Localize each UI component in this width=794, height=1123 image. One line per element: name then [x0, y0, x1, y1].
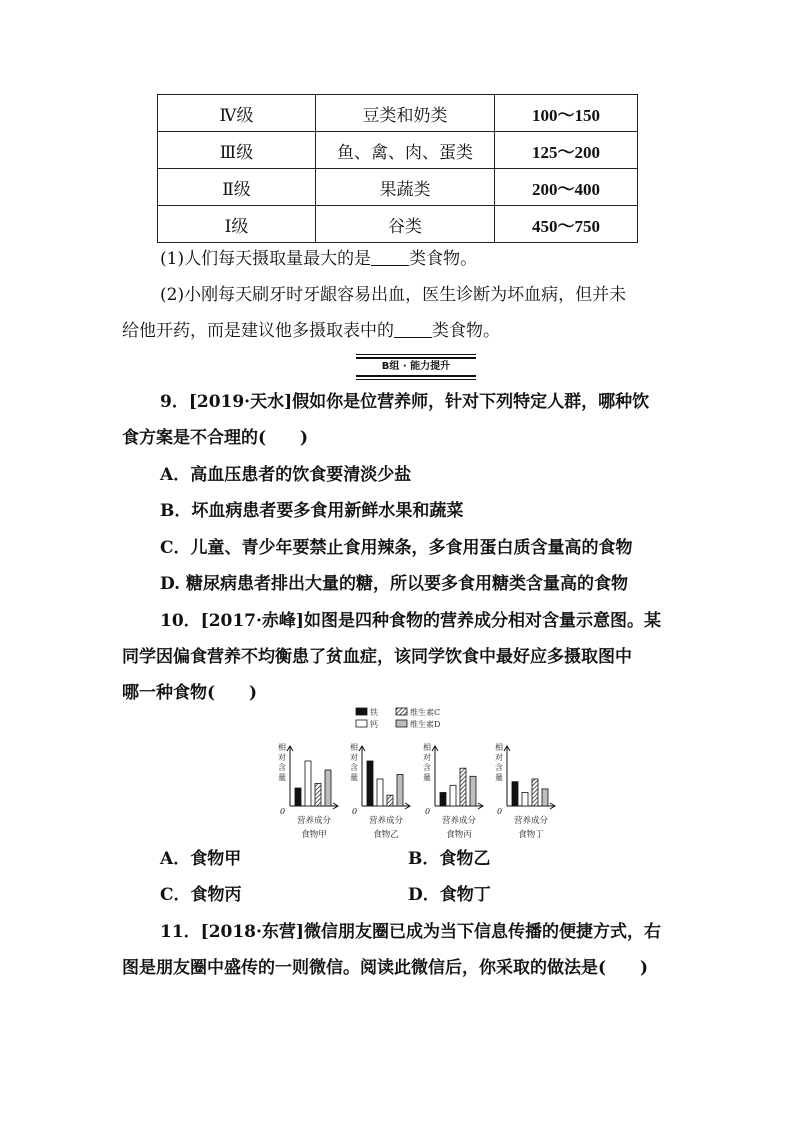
nutrient-chart-svg	[268, 706, 558, 846]
origin-label: 0	[425, 807, 431, 816]
bar-维生素C	[387, 795, 393, 806]
legend-swatch	[396, 708, 407, 715]
q10-line3: 哪一种食物( )	[122, 683, 258, 703]
y-axis-label: 含	[495, 763, 503, 772]
q9-option-b: B．坏血病患者要多食用新鲜水果和蔬菜	[160, 501, 464, 521]
y-axis-label: 对	[278, 753, 286, 762]
q10-line2: 同学因偏食营养不均衡患了贫血症，该同学饮食中最好应多摄取图中	[122, 647, 632, 667]
food-table	[157, 94, 638, 243]
q9-option-d: D. 糖尿病患者排出大量的糖，所以要多食用糖类含量高的食物	[160, 574, 628, 594]
legend-swatch	[396, 720, 407, 727]
level-cell: Ⅳ级	[158, 95, 316, 132]
q10-option-b: B．食物乙	[408, 849, 491, 869]
legend-swatch	[356, 720, 367, 727]
q8-sub1-tail: 类食物。	[409, 249, 478, 269]
x-axis-label: 营养成分	[513, 816, 549, 826]
legend-swatch	[356, 708, 367, 715]
bar-维生素D	[542, 789, 548, 806]
legend-label: 维生素D	[410, 720, 441, 729]
y-axis-label: 含	[278, 763, 286, 772]
bar-维生素C	[460, 768, 466, 806]
food-cell: 果蔬类	[316, 169, 495, 206]
origin-label: 0	[352, 807, 358, 816]
y-axis-label: 对	[495, 753, 503, 762]
x-axis-label: 营养成分	[441, 816, 477, 826]
legend-label: 钙	[370, 720, 378, 729]
q11-line1: 11．[2018·东营]微信朋友圈已成为当下信息传播的便捷方式，右	[160, 922, 661, 942]
amount-cell: 125～200	[495, 132, 638, 169]
q10-option-d: D．食物丁	[408, 885, 491, 905]
food-cell: 鱼、禽、肉、蛋类	[316, 132, 495, 169]
bar-维生素C	[532, 779, 538, 806]
bar-铁	[367, 761, 373, 806]
food-cell: 豆类和奶类	[316, 95, 495, 132]
q11-line2: 图是朋友圈中盛传的一则微信。阅读此微信后，你采取的做法是( )	[122, 958, 649, 978]
bar-钙	[305, 761, 311, 806]
origin-label: 0	[497, 807, 503, 816]
y-axis-label: 对	[350, 753, 358, 762]
y-axis-label: 量	[423, 773, 431, 782]
q10-option-c: C．食物丙	[160, 885, 242, 905]
q10-line1: 10．[2017·赤峰]如图是四种食物的营养成分相对含量示意图。某	[160, 611, 661, 631]
bar-铁	[440, 793, 446, 807]
bar-钙	[522, 793, 528, 807]
table-row	[158, 206, 638, 243]
q9-line1: 9．[2019·天水]假如你是位营养师，针对下列特定人群，哪种饮	[160, 392, 650, 412]
q8-sub1	[160, 247, 477, 271]
y-axis-label: 量	[278, 773, 286, 782]
amount-cell: 200～400	[495, 169, 638, 206]
panel-name: 食物乙	[373, 830, 399, 840]
q8-sub2-line1: (2)小刚每天刷牙时牙龈容易出血，医生诊断为坏血病，但并未	[160, 285, 627, 305]
y-axis-label: 量	[495, 773, 503, 782]
level-cell: Ⅱ级	[158, 169, 316, 206]
food-cell: 谷类	[316, 206, 495, 243]
x-axis-label: 营养成分	[368, 816, 404, 826]
panel-name: 食物甲	[301, 830, 327, 840]
y-axis-label: 相	[423, 743, 431, 752]
table-row	[158, 169, 638, 206]
y-axis-label: 相	[350, 743, 358, 752]
q10-option-a: A．食物甲	[160, 849, 242, 869]
table-row	[158, 132, 638, 169]
y-axis-label: 对	[423, 753, 431, 762]
answer-blank	[371, 249, 409, 266]
q8-sub2-line2	[122, 319, 500, 343]
bar-维生素C	[315, 784, 321, 807]
section-banner: B组 · 能力提升	[356, 357, 476, 377]
origin-label: 0	[280, 807, 286, 816]
legend-label: 铁	[370, 708, 378, 717]
level-cell: Ⅰ级	[158, 206, 316, 243]
bar-钙	[450, 785, 456, 806]
bar-铁	[512, 782, 518, 806]
y-axis-label: 含	[423, 763, 431, 772]
q8-sub2-text: 给他开药，而是建议他多摄取表中的	[122, 321, 394, 341]
q9-line2: 食方案是不合理的( )	[122, 428, 309, 448]
q9-option-c: C．儿童、青少年要禁止食用辣条，多食用蛋白质含量高的食物	[160, 538, 633, 558]
level-cell: Ⅲ级	[158, 132, 316, 169]
y-axis-label: 相	[278, 743, 286, 752]
x-axis-label: 营养成分	[296, 816, 332, 826]
nutrient-chart	[268, 706, 558, 846]
bar-铁	[295, 788, 301, 806]
answer-blank	[394, 321, 432, 338]
table-row	[158, 95, 638, 132]
panel-name: 食物丁	[518, 830, 544, 840]
legend-label: 维生素C	[410, 708, 441, 717]
q8-sub2-tail: 类食物。	[432, 321, 500, 341]
amount-cell: 450～750	[495, 206, 638, 243]
panel-name: 食物丙	[446, 830, 472, 840]
y-axis-label: 相	[495, 743, 503, 752]
y-axis-label: 量	[350, 773, 358, 782]
y-axis-label: 含	[350, 763, 358, 772]
amount-cell: 100～150	[495, 95, 638, 132]
bar-维生素D	[325, 770, 331, 806]
bar-维生素D	[397, 775, 403, 807]
q8-sub1-text: (1)人们每天摄取量最大的是	[160, 249, 372, 269]
bar-维生素D	[470, 776, 476, 806]
q9-option-a: A．高血压患者的饮食要清淡少盐	[160, 465, 412, 485]
bar-钙	[377, 779, 383, 806]
